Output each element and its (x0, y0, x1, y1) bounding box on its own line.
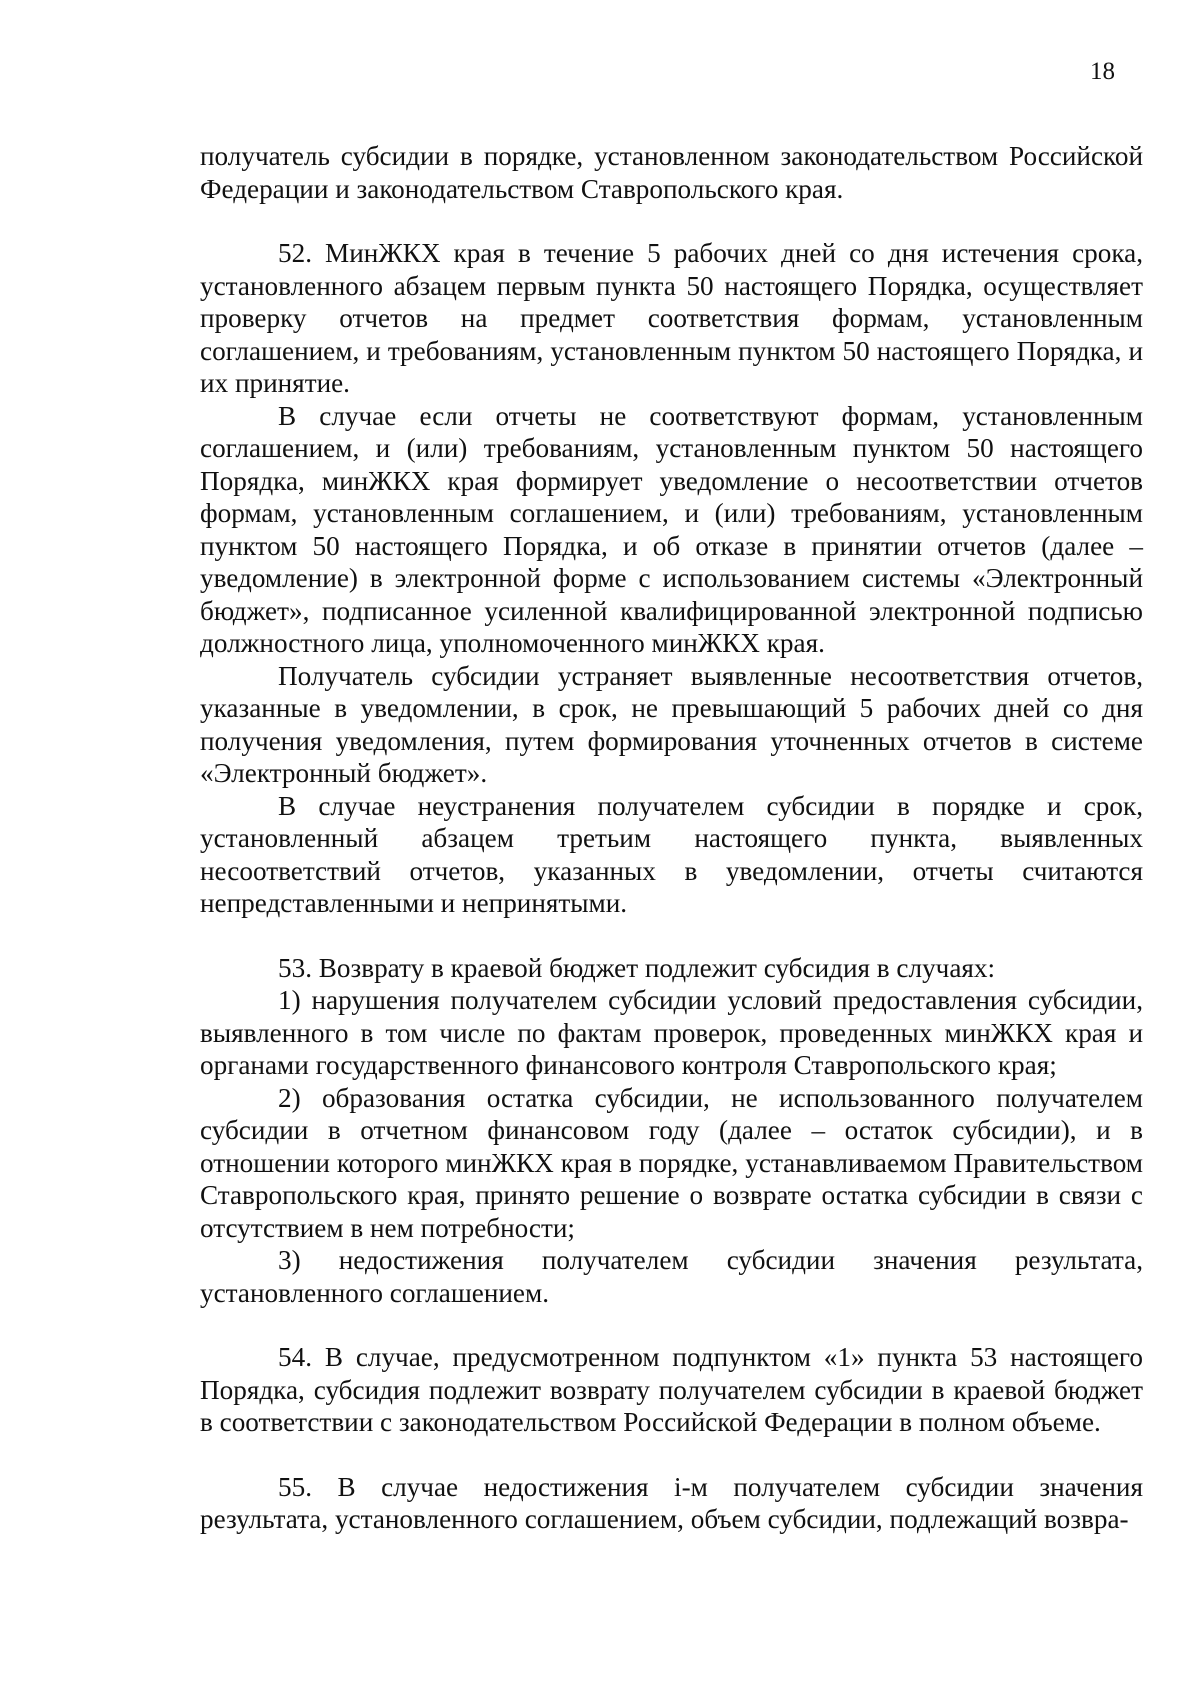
paragraph-53-item-3: 3) недостижения получателем субсидии значения результата, установленного соглашением. (200, 1245, 1143, 1308)
paragraph-53-item-2: 2) образования остатка субсидии, не использованного получателем субсидии в отчетном финансовом году (далее – остаток субсидии), и в отношении которого минЖКХ края в порядке, устанавливаемом Правительством Ставропольского края, принято решение о возврате остатка субсидии в связи с отсутствием в нем потребности; (200, 1082, 1143, 1243)
paragraph-52: 52. МинЖКХ края в течение 5 рабочих дней со дня истечения срока, установленного абзацем первым пункта 50 настоящего Порядка, осуществляет проверку отчетов на предмет соответствия формам, установленным соглашением, и требованиям, установленным пунктом 50 настоящего Порядка, и их принятие. (200, 238, 1143, 398)
paragraph-55: 55. В случае недостижения i-м получателем субсидии значения результата, установленного соглашением, объем субсидии, подлежащий возвра- (200, 1471, 1143, 1534)
paragraph-53: 53. Возврату в краевой бюджет подлежит субсидия в случаях: (278, 952, 996, 983)
paragraph-54: 54. В случае, предусмотренном подпунктом «1» пункта 53 настоящего Порядка, субсидия подлежит возврату получателем субсидии в краевой бюджет в соответствии с законодательством Российской Федерации в полном объеме. (200, 1342, 1143, 1437)
paragraph-52-nonremedy: В случае неустранения получателем субсидии в порядке и срок, установленный абзацем третьим настоящего пункта, выявленных несоответствий отчетов, указанных в уведомлении, отчеты считаются непредставленными и непринятыми. (200, 790, 1143, 918)
paragraph-continuation: получатель субсидии в порядке, установленном законодательством Российской Федерации и законодательством Ставропольского края. (200, 141, 1143, 204)
page-number: 18 (1090, 58, 1115, 85)
document-body (200, 140, 1143, 1536)
paragraph-52-correction: Получатель субсидии устраняет выявленные несоответствия отчетов, указанные в уведомлении, в срок, не превышающий 5 рабочих дней со дня получения уведомления, путем формирования уточненных отчетов в системе «Электронный бюджет». (200, 660, 1143, 788)
paragraph-52-notice: В случае если отчеты не соответствуют формам, установленным соглашением, и (или) требованиям, установленным пунктом 50 настоящего Порядка, минЖКХ края формирует уведомление о несоответствии отчетов формам, установленным соглашением, и (или) требованиям, установленным пунктом 50 настоящего Порядка, и об отказе в принятии отчетов (далее – уведомление) в электронной форме с использованием системы «Электронный бюджет», подписанное усиленной квалифицированной электронной подписью должностного лица, уполномоченного минЖКХ края. (200, 400, 1143, 658)
paragraph-53-item-1: 1) нарушения получателем субсидии условий предоставления субсидии, выявленного в том числе по фактам проверок, проведенных минЖКХ края и органами государственного финансового контроля Ставропольского края; (200, 985, 1143, 1080)
